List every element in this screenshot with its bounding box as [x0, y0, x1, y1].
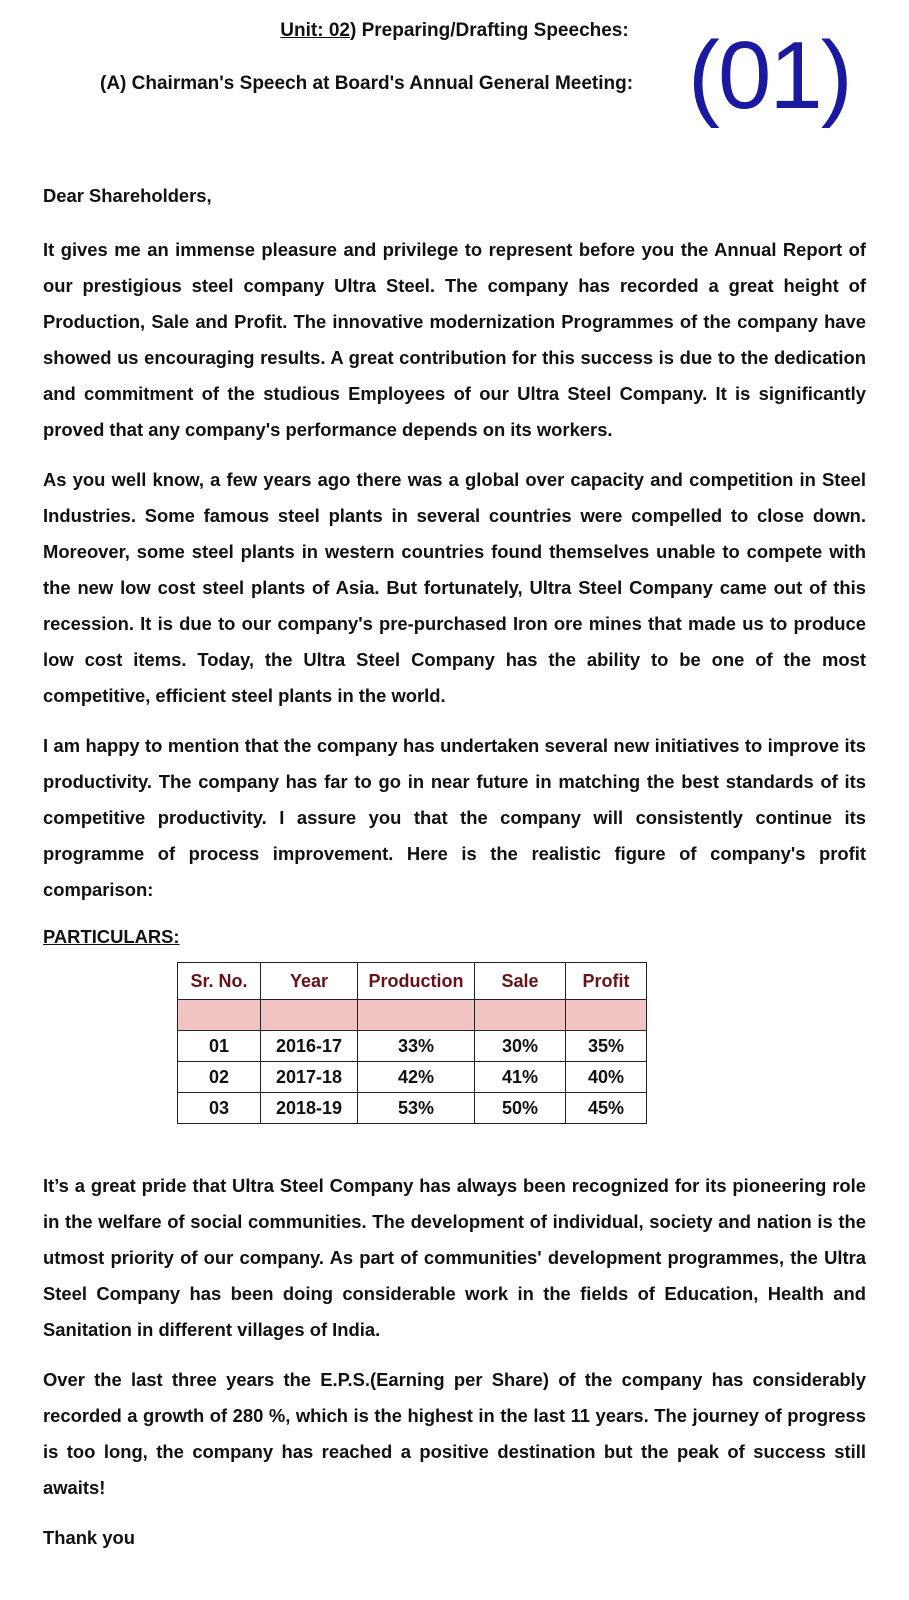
header-year: Year	[261, 963, 358, 1000]
cell-sale: 41%	[475, 1062, 566, 1093]
cell-production: 33%	[358, 1031, 475, 1062]
salutation: Dear Shareholders,	[43, 185, 212, 206]
cell-sale: 30%	[475, 1031, 566, 1062]
cell-sale: 50%	[475, 1093, 566, 1124]
cell-sr-no: 03	[178, 1093, 261, 1124]
paragraph-welfare: It’s a great pride that Ultra Steel Company has always been recognized for its pioneering role in the welfare of social communities. The development of individual, society and nation is the utmost priority of our company. As part of communities' development programmes, the Ultra Steel Company has been doing considerable work in the fields of Education, Health and Sanitation in different villages of India.	[43, 1175, 866, 1340]
paragraph-competition: As you well know, a few years ago there was a global over capacity and competition in Steel Industries. Some famous steel plants in several countries were compelled to close down. Moreover, some steel plants in western countries found themselves unable to compete with the new low cost steel plants of Asia. But fortunately, Ultra Steel Company came out of this recession. It is due to our company's pre-purchased Iron ore mines that made us to produce low cost items. Today, the Ultra Steel Company has the ability to be one of the most competitive, efficient steel plants in the world.	[43, 469, 866, 706]
header-profit: Profit	[566, 963, 647, 1000]
table-row	[178, 1062, 647, 1093]
paragraph-eps: Over the last three years the E.P.S.(Earning per Share) of the company has considerably recorded a growth of 280 %, which is the highest in the last 11 years. The journey of progress is too long, the company has reached a positive destination but the peak of success still awaits!	[43, 1369, 866, 1498]
cell-year: 2017-18	[261, 1062, 358, 1093]
unit-label: Unit: 02	[280, 20, 350, 41]
cell-year: 2016-17	[261, 1031, 358, 1062]
spacer-cell	[261, 1000, 358, 1031]
spacer-cell	[566, 1000, 647, 1031]
table-header-row	[178, 963, 647, 1000]
closing: Thank you	[43, 1527, 135, 1548]
spacer-cell	[358, 1000, 475, 1031]
spacer-cell	[475, 1000, 566, 1031]
table-row	[178, 1093, 647, 1124]
speech-body	[43, 178, 866, 1556]
table-row	[178, 1031, 647, 1062]
paragraph-productivity: I am happy to mention that the company has undertaken several new initiatives to improve its productivity. The company has far to go in near future in matching the best standards of its competitive productivity. I assure you that the company will consistently continue its programme of process improvement. Here is the realistic figure of company's profit comparison:	[43, 735, 866, 900]
cell-production: 53%	[358, 1093, 475, 1124]
header-sr-no: Sr. No.	[178, 963, 261, 1000]
header-sale: Sale	[475, 963, 566, 1000]
section-title: (A) Chairman's Speech at Board's Annual General Meeting:	[100, 73, 634, 94]
cell-production: 42%	[358, 1062, 475, 1093]
table-title: PARTICULARS:	[43, 926, 180, 947]
cell-year: 2018-19	[261, 1093, 358, 1124]
cell-profit: 40%	[566, 1062, 647, 1093]
cell-sr-no: 02	[178, 1062, 261, 1093]
page-number: (01)	[688, 22, 851, 129]
header-production: Production	[358, 963, 475, 1000]
cell-profit: 45%	[566, 1093, 647, 1124]
cell-sr-no: 01	[178, 1031, 261, 1062]
spacer-cell	[178, 1000, 261, 1031]
profit-comparison-table	[177, 962, 647, 1124]
unit-heading-rest: ) Preparing/Drafting Speeches:	[349, 20, 629, 41]
cell-profit: 35%	[566, 1031, 647, 1062]
paragraph-intro: It gives me an immense pleasure and privilege to represent before you the Annual Report of our prestigious steel company Ultra Steel. The company has recorded a great height of Production, Sale and Profit. The innovative modernization Programmes of the company have showed us encouraging results. A great contribution for this success is due to the dedication and commitment of the studious Employees of our Ultra Steel Company. It is significantly proved that any company's performance depends on its workers.	[43, 239, 866, 440]
table-spacer-row	[178, 1000, 647, 1031]
